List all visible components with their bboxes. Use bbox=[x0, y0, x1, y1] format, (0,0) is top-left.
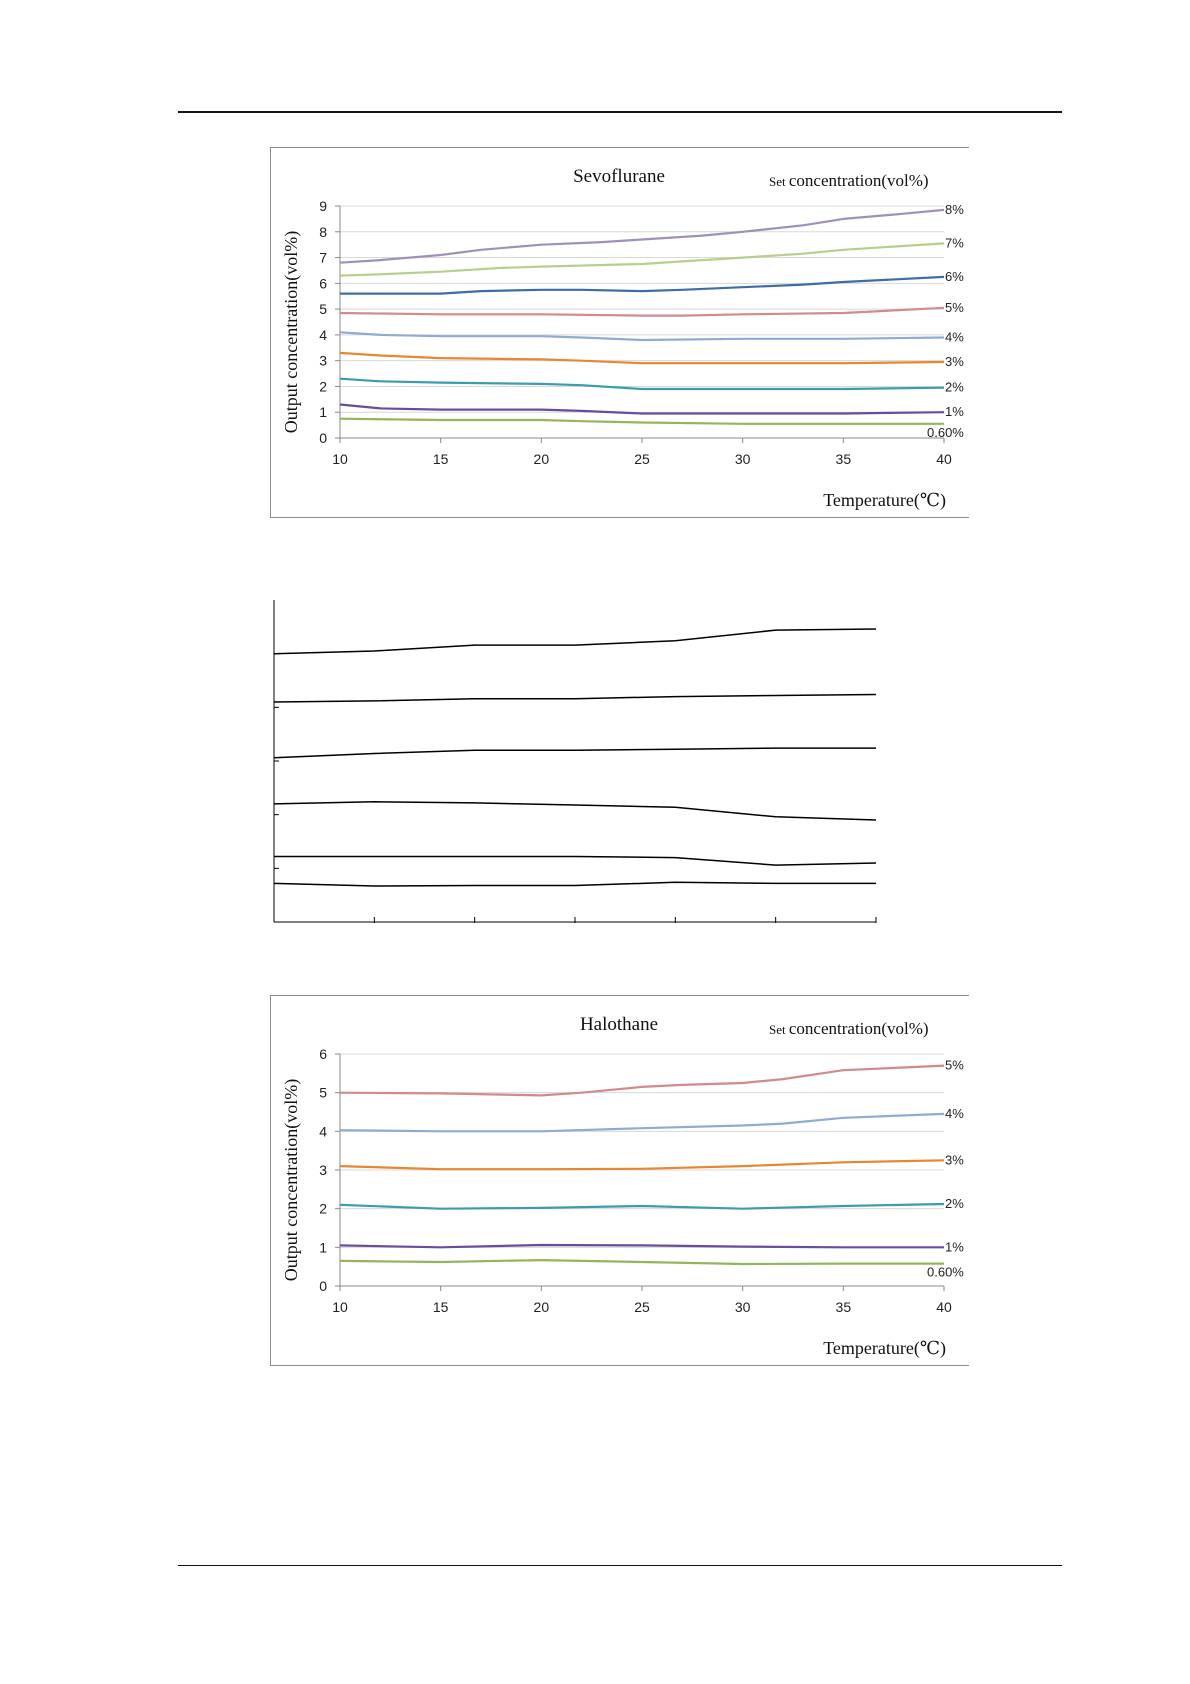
series-label: 0.60% bbox=[927, 1264, 964, 1280]
series-label: 6% bbox=[945, 268, 964, 284]
series-line-c bbox=[274, 748, 876, 758]
legend-title bbox=[769, 171, 929, 190]
x-tick-label: 40 bbox=[936, 451, 952, 467]
y-tick-label: 3 bbox=[319, 352, 327, 369]
y-tick-label: 8 bbox=[319, 223, 327, 240]
mid-svg bbox=[270, 598, 890, 928]
black-line-chart bbox=[270, 598, 890, 928]
x-tick-label: 25 bbox=[634, 451, 650, 467]
x-tick-label: 10 bbox=[332, 451, 348, 467]
series-line-3pct bbox=[340, 1160, 944, 1169]
series-line-4pct bbox=[340, 332, 944, 340]
legend-title-main: concentration(vol%) bbox=[788, 171, 929, 190]
series-label: 3% bbox=[945, 353, 964, 369]
y-tick-label: 6 bbox=[319, 1046, 327, 1062]
y-tick-label: 3 bbox=[319, 1162, 327, 1178]
sevo-svg bbox=[271, 148, 969, 517]
series-label: 1% bbox=[945, 1239, 964, 1255]
series-line-a bbox=[274, 629, 876, 654]
series-line-8pct bbox=[340, 210, 944, 263]
legend-title-main: concentration(vol%) bbox=[788, 1019, 929, 1038]
legend-title-small: Set bbox=[769, 1022, 789, 1037]
y-tick-label: 4 bbox=[319, 326, 327, 343]
series-label: 1% bbox=[945, 404, 964, 420]
x-tick-label: 30 bbox=[734, 1299, 751, 1315]
x-tick-label: 20 bbox=[533, 1299, 550, 1315]
footer-rule bbox=[178, 1565, 1062, 1566]
chart-title: Halothane bbox=[579, 1014, 659, 1035]
series-line-7pct bbox=[340, 243, 944, 275]
y-tick-label: 1 bbox=[319, 404, 327, 421]
x-tick-label: 10 bbox=[332, 1299, 348, 1315]
series-line-6pct bbox=[340, 277, 944, 294]
series-line-4pct bbox=[340, 1114, 944, 1131]
series-label: 8% bbox=[945, 201, 964, 217]
y-tick-label: 6 bbox=[319, 275, 327, 292]
series-label: 4% bbox=[945, 329, 964, 345]
series-line-b bbox=[274, 695, 876, 703]
x-tick-label: 25 bbox=[634, 1299, 650, 1315]
x-tick-label: 15 bbox=[432, 1299, 449, 1315]
series-line-3pct bbox=[340, 353, 944, 363]
sevoflurane-chart bbox=[270, 147, 969, 518]
series-line-2pct bbox=[340, 1204, 944, 1209]
series-line-2pct bbox=[340, 379, 944, 389]
y-axis-label: Output concentration(vol%) bbox=[281, 1078, 301, 1282]
y-tick-label: 2 bbox=[319, 378, 327, 395]
x-tick-label: 35 bbox=[835, 1299, 852, 1315]
y-tick-label: 0 bbox=[319, 430, 327, 446]
legend-title-small: Set bbox=[769, 174, 789, 189]
series-label: 2% bbox=[945, 379, 964, 395]
x-tick-label: 40 bbox=[936, 1299, 952, 1315]
x-tick-label: 30 bbox=[734, 451, 751, 467]
y-tick-label: 1 bbox=[319, 1239, 327, 1256]
series-line-e bbox=[274, 857, 876, 866]
y-tick-label: 0 bbox=[319, 1278, 327, 1294]
y-tick-label: 9 bbox=[319, 198, 327, 214]
y-tick-label: 2 bbox=[319, 1200, 327, 1217]
chart-title: Sevoflurane bbox=[573, 166, 665, 187]
x-tick-label: 35 bbox=[835, 451, 852, 467]
header-rule bbox=[178, 111, 1062, 113]
series-label: 3% bbox=[945, 1152, 964, 1168]
x-axis-label: Temperature(℃) bbox=[823, 490, 946, 510]
series-label: 5% bbox=[945, 299, 964, 315]
series-label: 0.60% bbox=[927, 424, 964, 440]
series-label: 2% bbox=[945, 1196, 964, 1212]
legend-title bbox=[769, 1019, 929, 1038]
series-line-0-60pct bbox=[340, 1260, 944, 1264]
halothane-chart bbox=[270, 995, 969, 1366]
halo-svg bbox=[271, 996, 969, 1365]
y-tick-label: 4 bbox=[319, 1123, 327, 1140]
x-tick-label: 15 bbox=[432, 451, 449, 467]
series-label: 4% bbox=[945, 1105, 964, 1121]
series-line-d bbox=[274, 802, 876, 820]
series-label: 7% bbox=[945, 235, 964, 251]
series-line-f bbox=[274, 882, 876, 886]
y-tick-label: 7 bbox=[319, 249, 327, 266]
series-label: 5% bbox=[945, 1057, 964, 1073]
x-tick-label: 20 bbox=[533, 451, 550, 467]
y-tick-label: 5 bbox=[319, 301, 327, 318]
series-line-5pct bbox=[340, 1066, 944, 1096]
y-axis-label: Output concentration(vol%) bbox=[281, 230, 301, 434]
x-axis-label: Temperature(℃) bbox=[823, 1338, 946, 1358]
series-line-0-60pct bbox=[340, 419, 944, 424]
y-tick-label: 5 bbox=[319, 1084, 327, 1101]
